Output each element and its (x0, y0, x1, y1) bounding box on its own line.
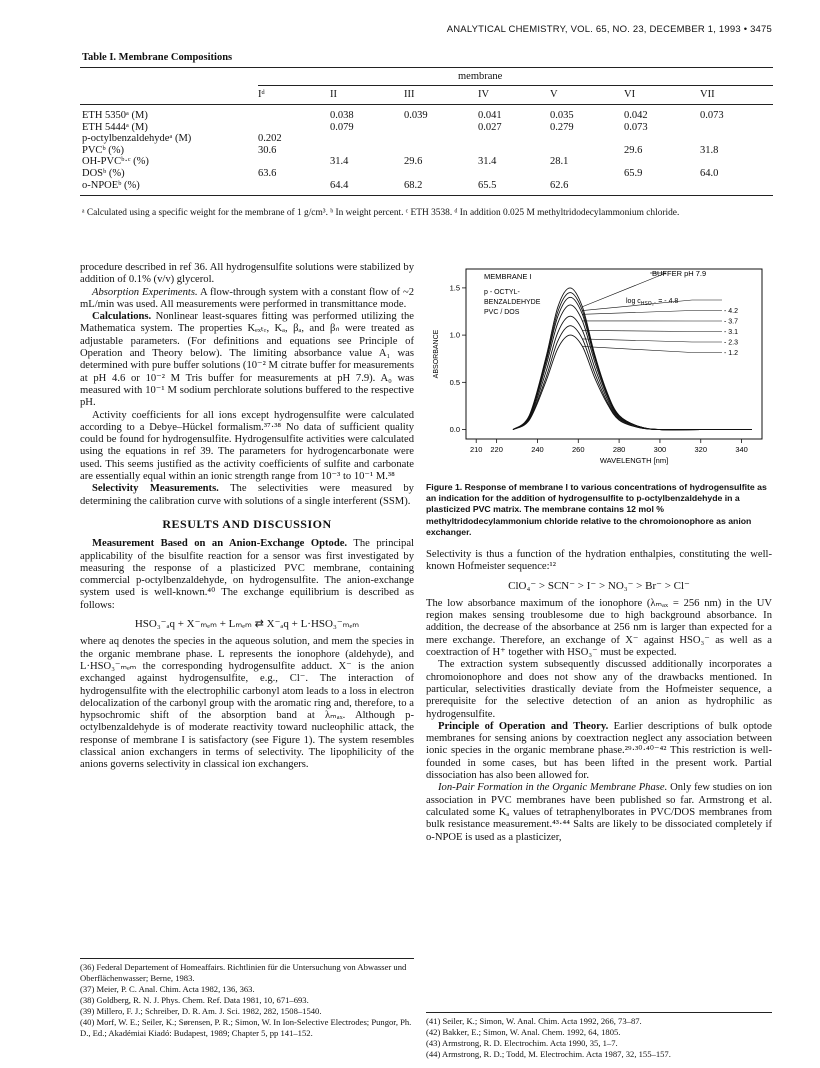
series-line (513, 288, 752, 430)
reference: (36) Federal Departement of Homeaffairs. Richtlinien für die Untersuchung von Abwasser und Oberflächenwasser; Berne, 1983. (80, 962, 407, 983)
leader-line (582, 346, 692, 352)
equation: ClO₄⁻ > SCN⁻ > I⁻ > NO₃⁻ > Br⁻ > Cl⁻ (508, 579, 690, 592)
y-tick-label: 0.0 (449, 425, 460, 435)
x-tick-label: 260 (572, 445, 585, 454)
table-column-header: V (550, 89, 558, 100)
y-tick-label: 0.5 (449, 377, 460, 387)
table-cell: 0.073 (624, 121, 648, 133)
reference: (40) Morf, W. E.; Seiler, K.; Sørensen, P. R.; Simon, W. In Ion-Selective Electrodes; Pungor, Ph. D., Ed.; Akadémiai Kiadó: Budapest, 1989; Chapter 5, pp 141–152. (80, 1017, 412, 1038)
y-axis-label: ABSORBANCE (433, 329, 440, 379)
table-column-header: VI (624, 89, 636, 100)
x-tick-label: 220 (490, 445, 503, 454)
table-column-header: III (404, 89, 415, 100)
table-row-label: o-NPOEᵇ (%) (82, 179, 140, 191)
paragraph: where aq denotes the species in the aqueous solution, and mem the species in the organic membrane phase. L represents the ionophore (aldehyde), and L·HSO₃⁻ₘₑₘ the corresponding hydrogensulfite adduct. X⁻ is the anion exchanged against hydrogensulfite, e.g., Cl⁻. The interaction of hydrogensulfite with the electrophilic carbonyl atom leads to a loss in electron delocalization of the carbonyl group with the aromatic ring and, therefore, to a hypsochromic shift of the absorption band at λₘₐₓ. Although p-octylbenzaldehyde is of moderate reactivity toward nucleophilic attack, the response of membrane I is satisfactory (see Figure 1). The system resembles classical anion exchangers in terms of selectivity. The lipophilicity of the anions governs selectivity in classical ion exchangers. (80, 636, 414, 771)
x-tick-label: 340 (735, 445, 748, 454)
chart-annotations (484, 269, 706, 316)
left-column (80, 262, 414, 772)
absorbance-chart (426, 263, 772, 471)
table-cell: 0.042 (624, 110, 648, 121)
paragraph: The low absorbance maximum of the ionophore (λₘₐₓ = 256 nm) in the UV region makes sensing troublesome due to high background absorbance. In addition, the decrease of the absorbance at 256 nm is larger than expected for a mere exchange. Therefore, an exchange of X⁻ against HSO₃⁻ as well as a coextraction of H⁺ together with HSO₃⁻ must be expected. (426, 597, 772, 659)
table-row-label: ETH 5350ᵃ (M) (82, 110, 148, 121)
run-in-heading: Selectivity Measurements. (92, 483, 219, 495)
series-label: - 2.3 (724, 339, 739, 347)
reference: (37) Meier, P. C. Anal. Chim. Acta 1982, 136, 363. (80, 984, 255, 994)
label-membrane: MEMBRANE I (484, 272, 532, 281)
footnote-rule (80, 958, 414, 959)
paragraph: Principle of Operation and Theory. Earlier descriptions of bulk optode membranes for sensing anions by coextraction neglect any association between ionic species in the organic membrane phase.²⁹·³⁰·⁴⁰⁻⁴² This restriction is well-founded in some cases, but has been lifted in the present work. Partial dissociation has also been allowed for. (426, 720, 772, 782)
label-log-concentration: $\log c_{HSO_3^-}$ = - 4.8 (626, 298, 679, 307)
table-cell: 29.6 (404, 156, 423, 168)
table-top-rule (80, 67, 773, 68)
paragraph: Selectivity Measurements. The selectivities were measured by determining the calibration curve with solutions of a single interferent (SSM). (80, 483, 414, 507)
table-column-header: Iᵈ (258, 89, 265, 100)
paragraph: Activity coefficients for all ions except hydrogensulfite were calculated according to a Debye–Hückel formalism.³⁷·³⁸ No data of sufficient quality could be found for hydrogensulfite. Hydrogensulfite activities were calculated using the equations in ref 39. The parameters for hydrogencarbonate were used. This seems justified as the activity coefficients of sulfite and carbonate are essentially equal within an ionic strength range from 10⁻³ to 10⁻¹ M.³⁸ (80, 409, 414, 483)
reference: (38) Goldberg, R. N. J. Phys. Chem. Ref. Data 1981, 10, 671–693. (80, 995, 309, 1005)
x-tick-label: 280 (612, 445, 626, 454)
series-label: - 3.1 (724, 329, 739, 336)
figure-1 (426, 263, 772, 538)
table-cell: 65.9 (624, 168, 643, 179)
table-cell: 0.039 (404, 110, 428, 121)
table-cell: 31.4 (478, 156, 497, 168)
table-bottom-rule (80, 195, 773, 196)
table-cell: 68.2 (404, 179, 423, 191)
x-tick-label: 240 (531, 445, 544, 454)
table-cell: 0.027 (478, 121, 502, 133)
table-row-label: OH-PVCᵇ·ᶜ (%) (82, 156, 149, 168)
x-axis-label: WAVELENGTH [nm] (599, 456, 669, 465)
table-column-header: II (330, 89, 337, 100)
table-row-label: p-octylbenzaldehydeᵃ (M) (82, 133, 192, 145)
table-row-label: DOSᵇ (%) (82, 168, 125, 179)
table-cell: 0.041 (478, 110, 502, 121)
run-in-heading: Principle of Operation and Theory. (438, 720, 609, 732)
run-in-heading: Measurement Based on an Anion-Exchange Optode. (92, 538, 348, 550)
table-cell: 31.8 (700, 144, 719, 156)
references-left (80, 962, 414, 1039)
table-cell: 30.6 (258, 144, 277, 156)
paragraph: The extraction system subsequently discussed additionally incorporates a chromoionophore and does not show any of the drawbacks mentioned. In particular, selectivities drastically deviate from the Hofmeister sequence, a prerequisite for the selective detection of an anion as hydrophilic as hydrogensulfite. (426, 659, 772, 720)
paragraph: Selectivity is thus a function of the hydration enthalpies, constituting the well-known Hofmeister sequence:¹² (426, 549, 772, 573)
series-label: - 4.2 (724, 308, 739, 315)
table-cell: 29.6 (624, 144, 643, 156)
reference: (41) Seiler, K.; Simon, W. Anal. Chim. Acta 1992, 266, 73–87. (426, 1016, 642, 1026)
leader-line (582, 330, 692, 331)
paragraph: procedure described in ref 36. All hydrogensulfite solutions were stabilized by addition of 0.1% (v/v) glycerol. (80, 262, 414, 286)
right-column (426, 549, 772, 844)
x-tick-label: 320 (694, 445, 708, 454)
table-cell: 31.4 (330, 156, 349, 168)
table-header-rule (80, 104, 773, 105)
table-column-header: VII (700, 89, 715, 100)
x-tick-label: 210 (469, 445, 483, 454)
paragraph: Ion-Pair Formation in the Organic Membrane Phase. Only few studies on ion association in PVC membranes have been published so far. Armstrong et al. calculated some Kₐ values of tetraphenylborates in PVC/DOS membranes from bulk resistance measurement.⁴³·⁴⁴ Salts are likely to be dissociated completely if o-NPOE is used as a plasticizer, (426, 782, 772, 843)
label-compound-line1: p - OCTYL- (484, 289, 520, 296)
table-row-label: PVCᵇ (%) (82, 144, 125, 156)
reference: (39) Millero, F. J.; Schreiber, D. R. Am. J. Sci. 1982, 282, 1508–1540. (80, 1006, 322, 1016)
footnote-rule (426, 1012, 772, 1013)
references-right (426, 1016, 772, 1060)
table-row-label: ETH 5444ᵃ (M) (82, 121, 148, 133)
leader-line (582, 311, 692, 315)
table-cell: 0.073 (700, 110, 724, 121)
section-heading: RESULTS AND DISCUSSION (162, 516, 332, 531)
y-tick-label: 1.0 (449, 330, 460, 340)
table-cell: 0.279 (550, 121, 574, 133)
figure-caption: Figure 1. Response of membrane I to various concentrations of hydrogensulfite as an indication for the addition of hydrogensulfite to p-octylbenzaldehyde in a plasticized PVC matrix. The membrane contains 12 mol % methyltridodecylammonium chloride relative to the chromoionophore as anion exchanger. (426, 482, 767, 537)
y-tick-label: 1.5 (449, 283, 460, 293)
paragraph: Absorption Experiments. A flow-through system with a constant flow of ~2 mL/min was used. All measurements were performed in transmittance mode. (80, 286, 414, 310)
table-spanner: membrane (458, 71, 503, 82)
reference: (43) Armstrong, R. D. Electrochim. Acta 1990, 35, 1–7. (426, 1038, 618, 1048)
series-label: - 1.2 (724, 350, 739, 357)
series-label: - 3.7 (724, 318, 739, 326)
reference: (42) Bakker, E.; Simon, W. Anal. Chem. 1992, 64, 1805. (426, 1027, 621, 1037)
table-column-header: IV (478, 89, 490, 100)
table-cell: 63.6 (258, 168, 277, 179)
table-footnote: ᵃ Calculated using a specific weight for the membrane of 1 g/cm³. ᵇ In weight percent. ᶜ ETH 3538. ᵈ In addition 0.025 M methyltridodecylammonium chloride. (82, 208, 680, 218)
table-cell: 0.038 (330, 110, 354, 121)
table-title: Table I. Membrane Compositions (82, 52, 233, 63)
table-cell: 28.1 (550, 156, 569, 168)
run-in-heading: Ion-Pair Formation in the Organic Membrane Phase. (438, 782, 668, 794)
table-cell: 62.6 (550, 179, 569, 191)
table-spanner-rule (258, 85, 773, 86)
label-compound-line2: BENZALDEHYDE (484, 299, 541, 306)
table-cell: 64.4 (330, 179, 349, 191)
run-in-heading: Absorption Experiments. (92, 286, 198, 298)
equation: HSO₃⁻ₐq + X⁻ₘₑₘ + Lₘₑₘ ⇄ X⁻ₐq + L·HSO₃⁻ₘₑₘ (134, 618, 360, 631)
label-matrix: PVC / DOS (484, 309, 520, 316)
series-line (513, 326, 752, 430)
label-buffer: BUFFER pH 7.9 (652, 269, 707, 278)
table-cell: 64.0 (700, 168, 719, 179)
paragraph: Measurement Based on an Anion-Exchange Optode. The principal applicability of the bisulfite reaction for a sensor was first investigated by measuring the response of a plasticized PVC membrane, containing commercial p-octylbenzaldehyde, on hydrogensulfite. The anion-exchange system used is well-known.⁴⁰ The exchange equilibrium is described as follows: (80, 538, 414, 611)
reference: (44) Armstrong, R. D.; Todd, M. Electrochim. Acta 1987, 32, 155–157. (426, 1049, 671, 1059)
table-cell: 65.5 (478, 179, 497, 191)
leader-line (582, 339, 692, 342)
x-tick-label: 300 (653, 445, 667, 454)
table-cell: 0.035 (550, 110, 574, 121)
table-cell: 0.202 (258, 133, 282, 145)
paragraph: Calculations. Nonlinear least-squares fitting was performed utilizing the Mathematica system. The properties Kₑₓₜᵣ, Kₐ, βₐ, and βₙ were treated as adjustable parameters. (For definitions and equations see Principle of Operation and Theory below). The limiting absorbance value A₁ was determined with pure buffer solutions (10⁻² M citrate buffer for measurements at pH 4.6 or 10⁻² M Tris buffer for measurements at pH 7.9). A₀ was measured with 10⁻¹ M sodium perchlorate solutions buffered to the respective pH. (80, 311, 414, 409)
run-in-heading: Calculations. (92, 311, 152, 323)
running-header: ANALYTICAL CHEMISTRY, VOL. 65, NO. 23, DECEMBER 1, 1993 • 3475 (446, 24, 772, 35)
table-cell: 0.079 (330, 121, 354, 133)
